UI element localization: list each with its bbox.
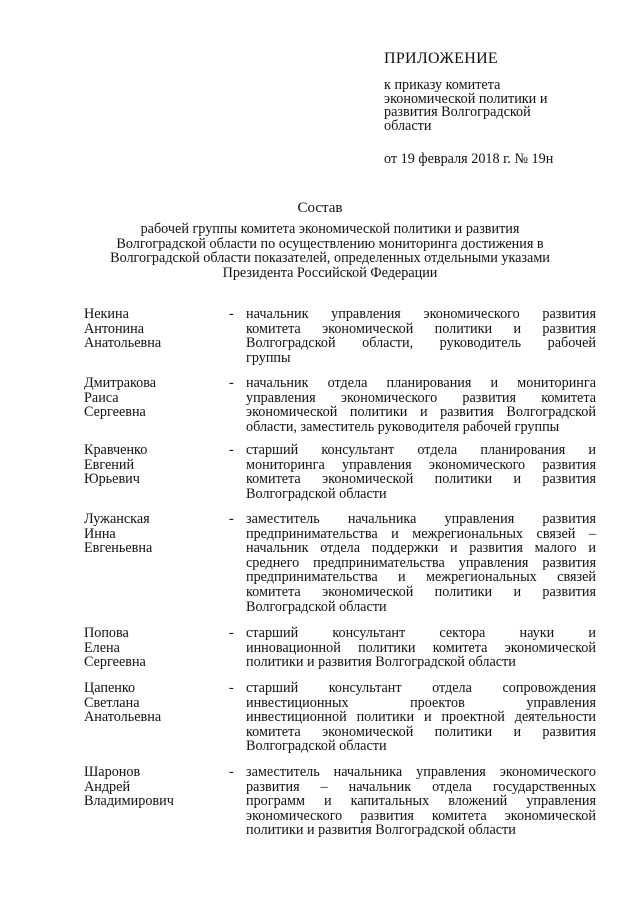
member-surname: Лужанская — [84, 511, 150, 527]
member-first-name: Инна — [84, 525, 116, 542]
member-role — [246, 512, 596, 614]
role-line: начальник отдела планирования и мониторинга — [246, 375, 596, 391]
appendix-title: ПРИЛОЖЕНИЕ — [384, 50, 499, 67]
role-line: старший консультант сектора науки и — [246, 625, 596, 641]
appendix-line: экономической политики и — [384, 90, 548, 107]
member-first-name: Раиса — [84, 389, 119, 406]
member-patronymic: Владимирович — [84, 793, 174, 810]
role-line: комитета экономической политики и развития — [246, 471, 596, 488]
role-line: заместитель начальника управления экономического — [246, 764, 596, 780]
role-line: комитета экономической политики и развития — [246, 723, 596, 740]
member-patronymic: Сергеевна — [84, 654, 146, 671]
role-line: мониторинга управления экономического развития — [246, 456, 596, 473]
role-line: начальник отдела поддержки и развития малого и — [246, 540, 596, 557]
role-line: области, заместитель руководителя рабочей группы — [246, 418, 560, 435]
role-line: политики и развития Волгоградской области — [246, 822, 516, 839]
member-first-name: Антонина — [84, 320, 145, 337]
member-first-name: Евгений — [84, 456, 135, 473]
member-name — [84, 765, 224, 809]
member-name — [84, 512, 224, 556]
member-role — [246, 376, 596, 434]
role-line: Волгоградской области, руководитель рабочей — [246, 335, 596, 352]
member-first-name: Андрей — [84, 778, 131, 795]
member-dash: - — [229, 306, 234, 322]
role-line: предпринимательства и межрегиональных связей — [246, 569, 596, 586]
role-line: среднего предпринимательства управления развития — [246, 554, 596, 571]
subtitle-line: рабочей группы комитета экономической политики и развития — [140, 221, 520, 237]
member-patronymic: Юрьевич — [84, 471, 140, 488]
member-patronymic: Сергеевна — [84, 404, 146, 421]
role-line: старший консультант отдела планирования и — [246, 442, 596, 458]
appendix-date: от 19 февраля 2018 г. № 19н — [384, 151, 554, 168]
role-line: Волгоградской области — [246, 738, 387, 755]
member-name — [84, 681, 224, 725]
appendix-line: к приказу комитета — [384, 77, 501, 93]
role-line: Волгоградской области — [246, 485, 387, 502]
member-patronymic: Евгеньевна — [84, 540, 153, 557]
appendix-order-reference — [384, 79, 604, 133]
role-line: экономической политики и развития Волгоградской — [246, 404, 596, 421]
role-line: управления экономического развития комитета — [246, 389, 596, 406]
role-line: политики и развития Волгоградской области — [246, 654, 516, 671]
role-line: предпринимательства и межрегиональных связей – — [246, 525, 596, 542]
member-dash: - — [229, 625, 234, 641]
member-surname: Шаронов — [84, 764, 141, 780]
appendix-line: развития Волгоградской — [384, 104, 531, 121]
role-line: комитета экономической политики и развития — [246, 583, 596, 600]
member-dash: - — [229, 680, 234, 696]
member-surname: Дмитракова — [84, 375, 157, 391]
member-dash: - — [229, 764, 234, 780]
role-line: комитета экономической политики и развития — [246, 320, 596, 337]
appendix-line: области — [384, 117, 432, 134]
member-dash: - — [229, 442, 234, 458]
role-line: группы — [246, 349, 291, 366]
member-name — [84, 443, 224, 487]
member-name — [84, 376, 224, 420]
subtitle-line: Президента Российской Федерации — [222, 264, 438, 281]
role-line: инвестиционных проектов управления — [246, 694, 596, 711]
member-surname: Кравченко — [84, 442, 148, 458]
member-patronymic: Анатольевна — [84, 709, 162, 726]
role-line: начальник управления экономического развития — [246, 306, 596, 322]
member-role — [246, 443, 596, 501]
document-subtitle — [80, 222, 580, 280]
role-line: инвестиционной политики и проектной деятельности — [246, 709, 596, 726]
member-role — [246, 307, 596, 365]
member-surname: Попова — [84, 625, 129, 641]
role-line: экономического развития комитета экономической — [246, 807, 596, 824]
member-role — [246, 681, 596, 754]
role-line: развития – начальник отдела государственных — [246, 778, 596, 795]
member-name — [84, 307, 224, 351]
member-surname: Цапенко — [84, 680, 136, 696]
member-patronymic: Анатольевна — [84, 335, 162, 352]
member-surname: Некина — [84, 306, 129, 322]
subtitle-line: Волгоградской области показателей, определенных отдельными указами — [110, 250, 550, 267]
role-line: Волгоградской области — [246, 598, 387, 615]
member-dash: - — [229, 511, 234, 527]
document-title: Состав — [297, 200, 343, 216]
appendix-block — [384, 50, 604, 167]
member-role — [246, 626, 596, 670]
role-line: заместитель начальника управления развития — [246, 511, 596, 527]
member-role — [246, 765, 596, 838]
role-line: старший консультант отдела сопровождения — [246, 680, 596, 696]
member-first-name: Елена — [84, 639, 120, 656]
member-dash: - — [229, 375, 234, 391]
subtitle-line: Волгоградской области по осуществлению мониторинга достижения в — [116, 235, 544, 252]
member-name — [84, 626, 224, 670]
role-line: инновационной политики комитета экономической — [246, 639, 596, 656]
role-line: программ и капитальных вложений управления — [246, 793, 596, 810]
member-first-name: Светлана — [84, 694, 140, 711]
